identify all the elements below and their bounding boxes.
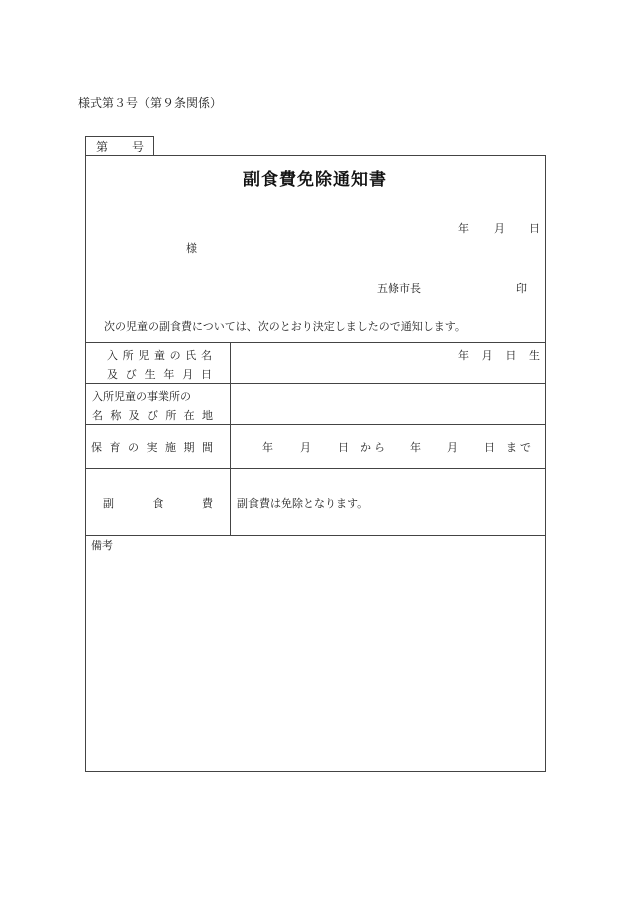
remarks-label: 備考 bbox=[91, 539, 113, 552]
period-from-word: から bbox=[360, 441, 388, 454]
row1-label-line1: 入 所 児 童 の 氏 名 bbox=[107, 349, 212, 362]
issuer-name: 五條市長 bbox=[377, 282, 421, 295]
row1-birth-date: 年 月 日 生 bbox=[458, 349, 540, 362]
date-month: 月 bbox=[494, 222, 505, 235]
row4-value: 副食費は免除となります。 bbox=[237, 497, 369, 510]
period-from-month: 月 bbox=[300, 441, 311, 454]
form-number-label: 様式第３号（第９条関係） bbox=[78, 96, 223, 110]
row2-label-line1: 入所児童の事業所の bbox=[92, 390, 191, 403]
number-dai: 第 bbox=[96, 140, 109, 154]
period-to-month: 月 bbox=[447, 441, 458, 454]
period-to-day: 日 bbox=[484, 441, 495, 454]
document-title: 副食費免除通知書 bbox=[243, 170, 387, 190]
intro-text: 次の児童の副食費については、次のとおり決定しましたので通知します。 bbox=[104, 320, 466, 333]
number-go: 号 bbox=[132, 140, 145, 154]
seal-mark: 印 bbox=[516, 282, 527, 295]
period-to-word: まで bbox=[506, 441, 534, 454]
period-to-year: 年 bbox=[410, 441, 421, 454]
row2-label-line2: 名 称 及 び 所 在 地 bbox=[92, 409, 213, 422]
row4-label: 副 食 費 bbox=[103, 497, 213, 510]
date-year: 年 bbox=[458, 222, 469, 235]
period-from-day: 日 bbox=[338, 441, 349, 454]
date-day: 日 bbox=[529, 222, 540, 235]
row3-label: 保 育 の 実 施 期 間 bbox=[91, 441, 213, 454]
period-from-year: 年 bbox=[262, 441, 273, 454]
row1-label-line2: 及 び 生 年 月 日 bbox=[107, 368, 212, 381]
addressee-suffix: 様 bbox=[186, 242, 197, 255]
